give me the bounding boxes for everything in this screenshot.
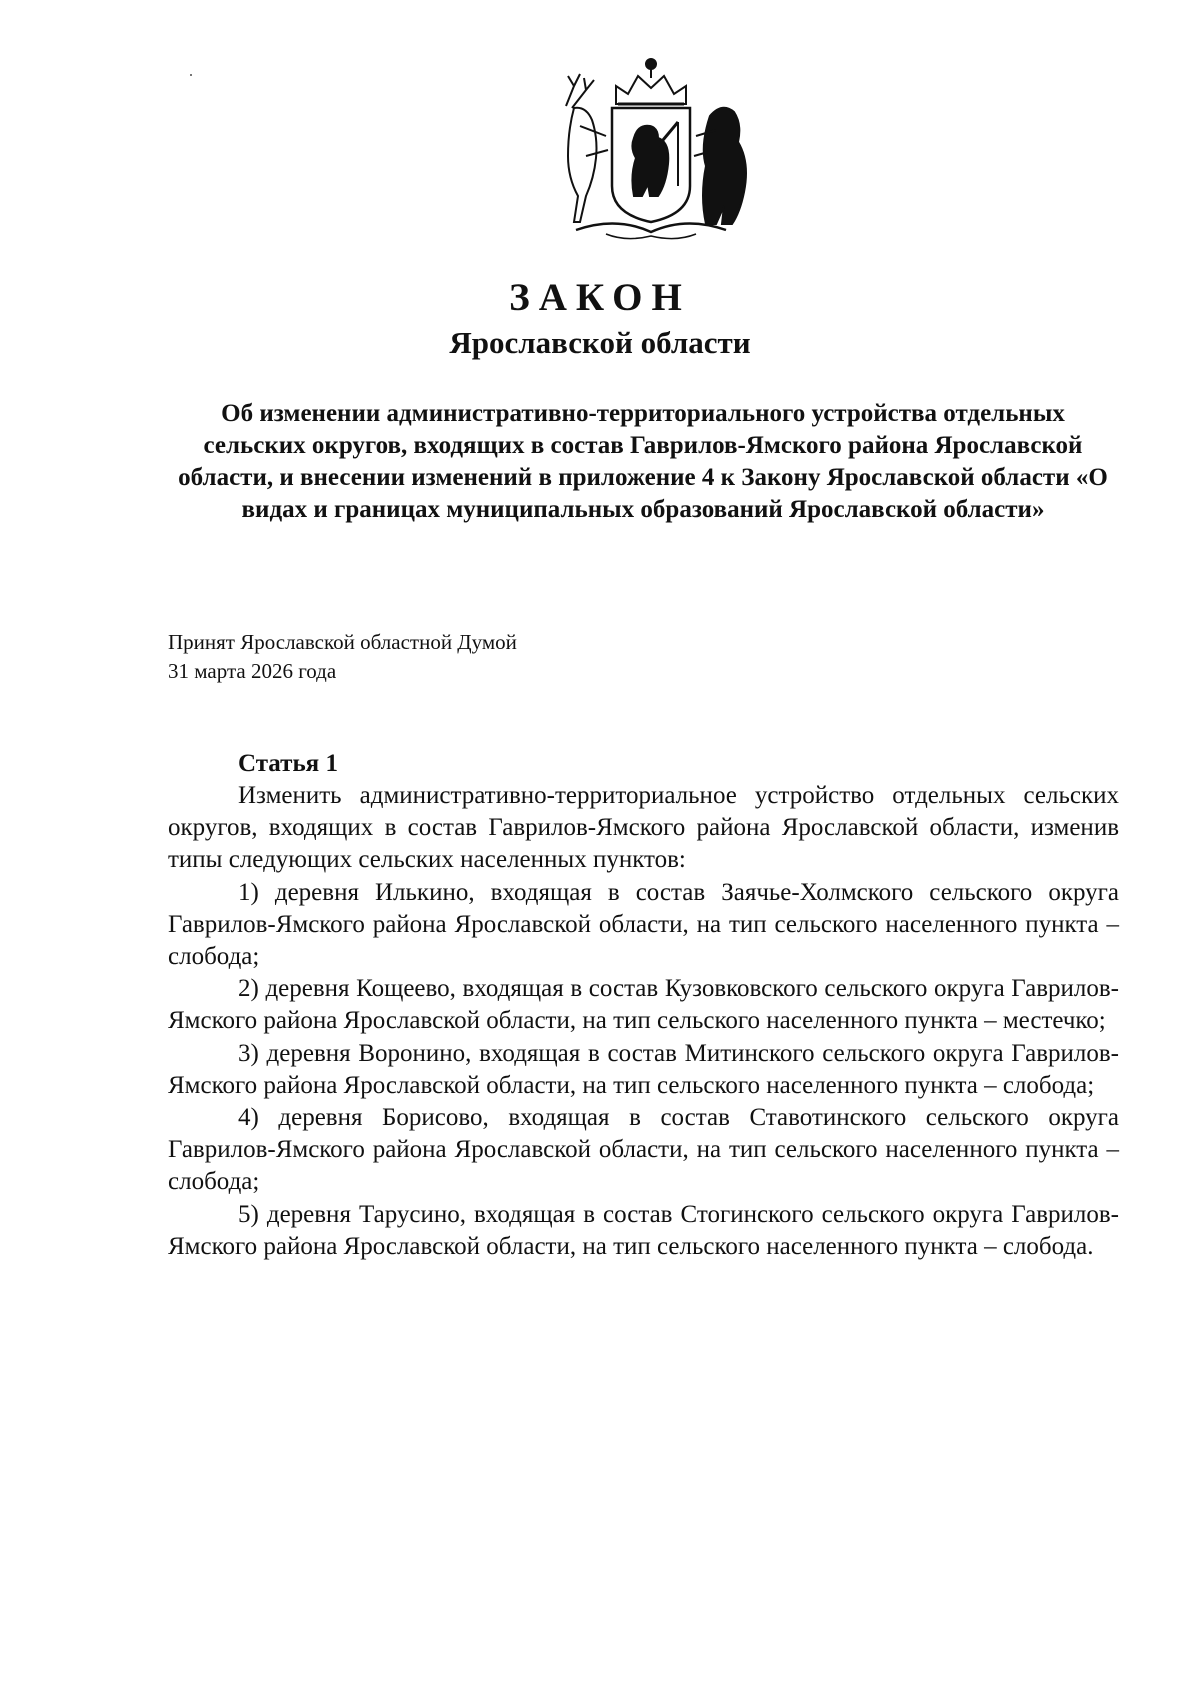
- adoption-note: [168, 628, 517, 686]
- law-title: ЗАКОН: [509, 276, 691, 319]
- law-region: Ярославской области: [449, 325, 751, 360]
- article-item: 3) деревня Воронино, входящая в состав Митинского сельского округа Гаврилов-Ямского района Ярославской области, на тип сельского населенного пункта – слобода;: [168, 1039, 1119, 1099]
- article-1: [168, 748, 1119, 1263]
- article-heading: Статья 1: [238, 750, 338, 777]
- scan-speck: [190, 74, 192, 76]
- adoption-body: Принят Ярославской областной Думой: [168, 630, 517, 654]
- coat-of-arms-icon: [546, 46, 756, 246]
- article-item: 2) деревня Кощеево, входящая в состав Кузовковского сельского округа Гаврилов-Ямского района Ярославской области, на тип сельского населенного пункта – местечко;: [168, 975, 1119, 1035]
- article-intro: Изменить административно-территориальное устройство отдельных сельских округов, входящих в состав Гаврилов-Ямского района Ярославской области, изменив типы следующих сельских населенных пунктов:: [168, 782, 1119, 874]
- article-item: 1) деревня Илькино, входящая в состав Заячье-Холмского сельского округа Гаврилов-Ямского района Ярославской области, на тип сельского населенного пункта – слобода;: [168, 878, 1119, 971]
- law-subject-heading: Об изменении административно-территориального устройства отдельных сельских округов, входящих в состав Гаврилов-Ямского района Ярославской области, и внесении изменений в приложение 4 к Закону Ярославской области «О видах и границах муниципальных образований Ярославской области»: [178, 400, 1108, 523]
- article-item: 4) деревня Борисово, входящая в состав Ставотинского сельского округа Гаврилов-Ямского района Ярославской области, на тип сельского населенного пункта – слобода;: [168, 1104, 1119, 1196]
- adoption-date: 31 марта 2026 года: [168, 659, 337, 683]
- article-item: 5) деревня Тарусино, входящая в состав Стогинского сельского округа Гаврилов-Ямского района Ярославской области, на тип сельского населенного пункта – слобода.: [168, 1200, 1119, 1260]
